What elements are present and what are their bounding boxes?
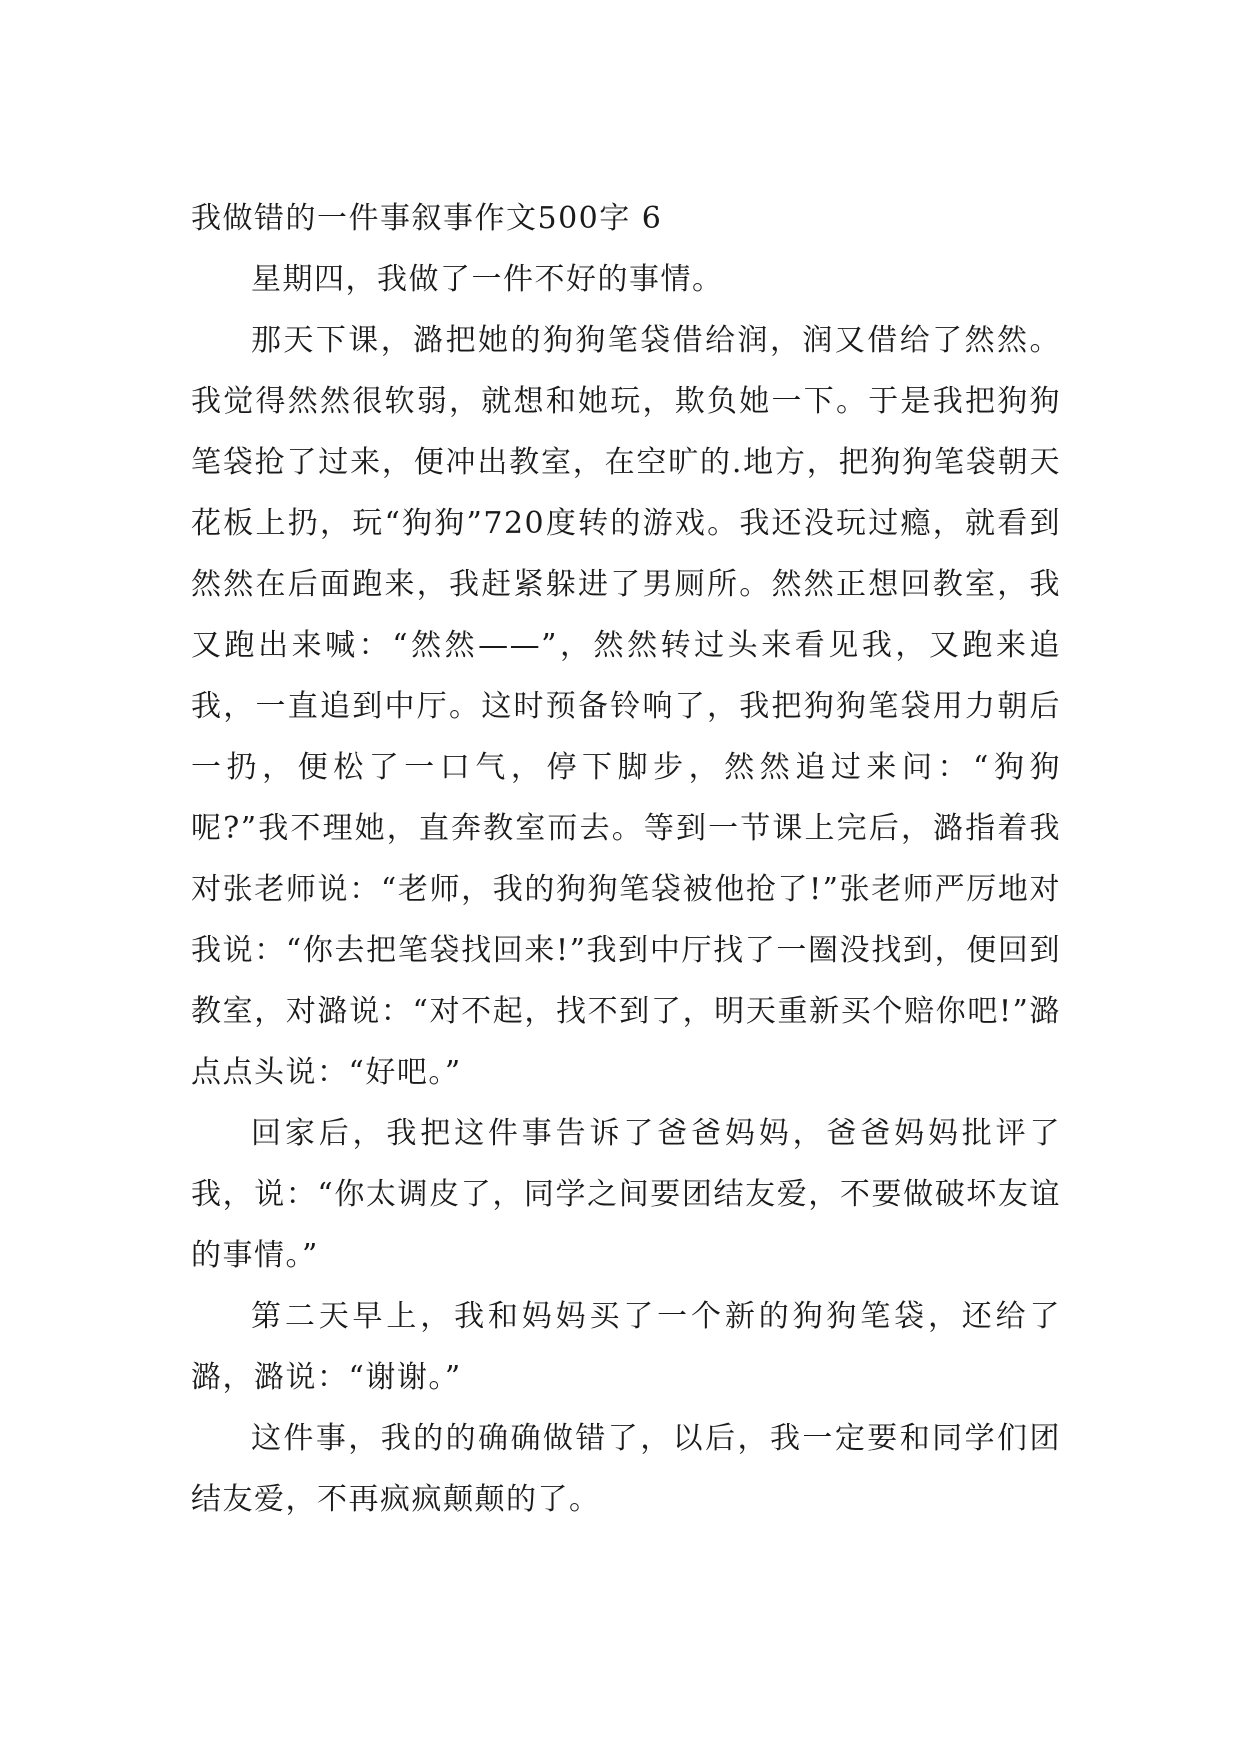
paragraph: 星期四，我做了一件不好的事情。 bbox=[251, 262, 724, 297]
document-title: 我做错的一件事叙事作文500字 6 bbox=[191, 201, 663, 236]
paragraph: 这件事，我的的确确做错了，以后，我一定要和同学们团结友爱，不再疯疯颠颠的了。 bbox=[191, 1421, 1061, 1517]
paragraph: 那天下课，潞把她的狗狗笔袋借给润，润又借给了然然。我觉得然然很软弱，就想和她玩，欺负她一下。于是我把狗狗笔袋抢了过来，便冲出教室，在空旷的.地方，把狗狗笔袋朝天花板上扔，玩“狗狗”720度转的游戏。我还没玩过瘾，就看到然然在后面跑来，我赶紧躲进了男厕所。然然正想回教室，我又跑出来喊：“然然——”，然然转过头来看见我，又跑来追我，一直追到中厅。这时预备铃响了，我把狗狗笔袋用力朝后一扔，便松了一口气，停下脚步，然然追过来问：“狗狗呢?”我不理她，直奔教室而去。等到一节课上完后，潞指着我对张老师说：“老师，我的狗狗笔袋被他抢了!”张老师严厉地对我说：“你去把笔袋找回来!”我到中厅找了一圈没找到，便回到教室，对潞说：“对不起，找不到了，明天重新买个赔你吧!”潞点点头说：“好吧。” bbox=[191, 323, 1061, 1090]
document-body bbox=[191, 188, 1061, 1530]
paragraph: 第二天早上，我和妈妈买了一个新的狗狗笔袋，还给了潞，潞说：“谢谢。” bbox=[191, 1299, 1061, 1395]
paragraph: 回家后，我把这件事告诉了爸爸妈妈，爸爸妈妈批评了我，说：“你太调皮了，同学之间要团结友爱，不要做破坏友谊的事情。” bbox=[191, 1116, 1061, 1273]
